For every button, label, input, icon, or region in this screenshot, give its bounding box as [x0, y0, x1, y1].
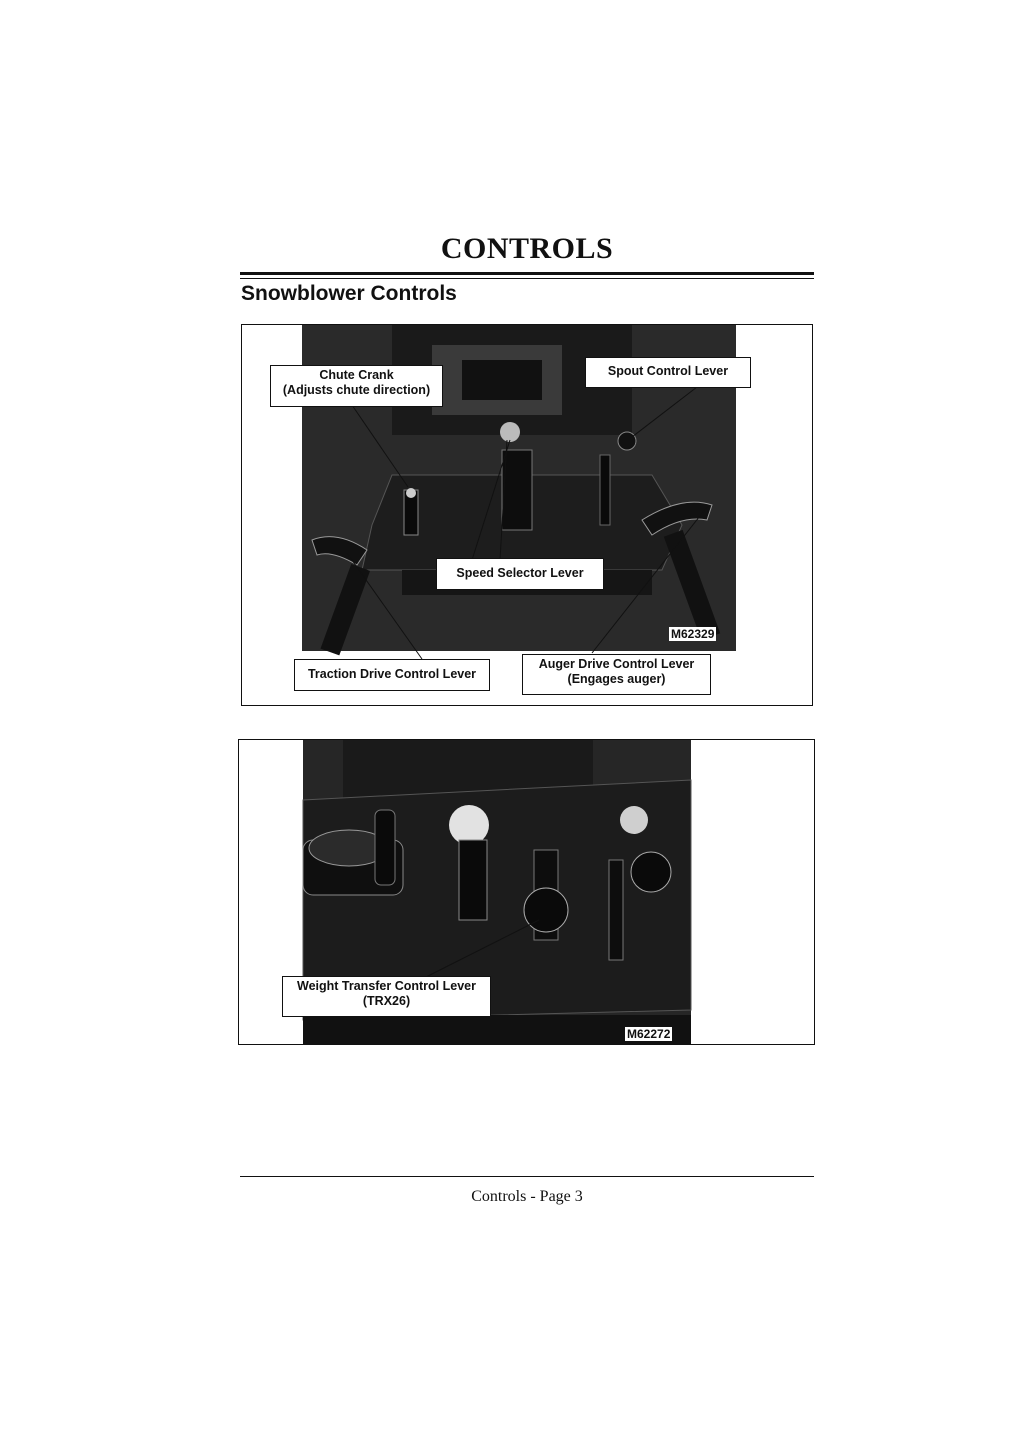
callout-chute-crank-line1: Chute Crank: [319, 368, 394, 382]
figure2-code: M62272: [627, 1027, 671, 1041]
figure1-code: M62329: [671, 627, 715, 641]
page-footer: Controls - Page 3: [471, 1188, 583, 1205]
figure-snowblower-controls: [241, 324, 813, 706]
figure-weight-transfer-control: [238, 739, 815, 1045]
footer-rule: [240, 1176, 814, 1177]
callout-auger-drive-line2: (Engages auger): [567, 672, 666, 686]
section-title: Snowblower Controls: [241, 282, 457, 305]
callout-weight-transfer-line1: Weight Transfer Control Lever: [297, 979, 476, 993]
callout-chute-crank: [270, 365, 443, 407]
title-rule-thick: [240, 272, 814, 275]
callout-auger-drive-line1: Auger Drive Control Lever: [538, 657, 695, 671]
callout-weight-transfer-line2: (TRX26): [362, 994, 411, 1008]
callout-traction-drive-control-lever: Traction Drive Control Lever: [294, 659, 490, 691]
callout-speed-selector-lever: Speed Selector Lever: [436, 558, 604, 590]
title-rule-thin: [240, 278, 814, 279]
callout-weight-transfer-control-lever: [282, 976, 491, 1017]
callout-chute-crank-line2: (Adjusts chute direction): [282, 383, 431, 397]
callout-auger-drive-control-lever: [522, 654, 711, 695]
page-title: CONTROLS: [440, 232, 614, 265]
callout-spout-control-lever: Spout Control Lever: [585, 357, 751, 388]
